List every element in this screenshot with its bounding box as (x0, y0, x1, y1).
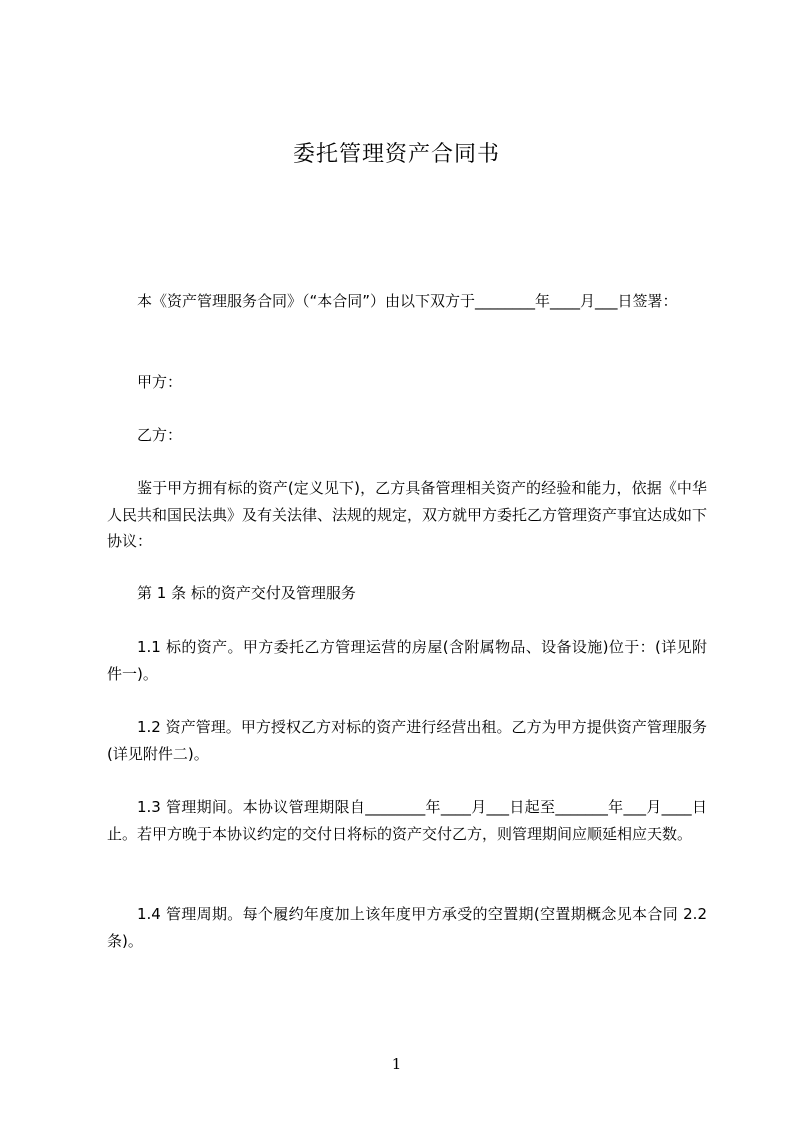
recital-paragraph: 鉴于甲方拥有标的资产(定义见下)，乙方具备管理相关资产的经验和能力，依据《中华人民共和国民法典》及有关法律、法规的规定，双方就甲方委托乙方管理资产事宜达成如下协议： (107, 479, 708, 550)
page-number: 1 (391, 1055, 402, 1073)
document-title: 委托管理资产合同书 (292, 142, 500, 167)
clause-1-1: 1.1 标的资产。甲方委托乙方管理运营的房屋(含附属物品、设备设施)位于：(详见附件一)。 (107, 638, 707, 683)
article-1-heading: 第 1 条 标的资产交付及管理服务 (137, 584, 356, 602)
clause-1-3: 1.3 管理期间。本协议管理期限自________年____月___日起至_______年___月____日止。若甲方晚于本协议约定的交付日将标的资产交付乙方，则管理期间应顺延相应天数。 (107, 798, 707, 843)
party-b-label: 乙方： (137, 426, 183, 444)
clause-1-4: 1.4 管理周期。每个履约年度加上该年度甲方承受的空置期(空置期概念见本合同 2.2 条)。 (107, 905, 707, 950)
clause-1-2: 1.2 资产管理。甲方授权乙方对标的资产进行经营出租。乙方为甲方提供资产管理服务(详见附件二)。 (107, 718, 707, 763)
party-a-label: 甲方： (137, 373, 183, 391)
intro-paragraph: 本《资产管理服务合同》（“本合同”）由以下双方于________年____月___日签署： (137, 292, 678, 310)
